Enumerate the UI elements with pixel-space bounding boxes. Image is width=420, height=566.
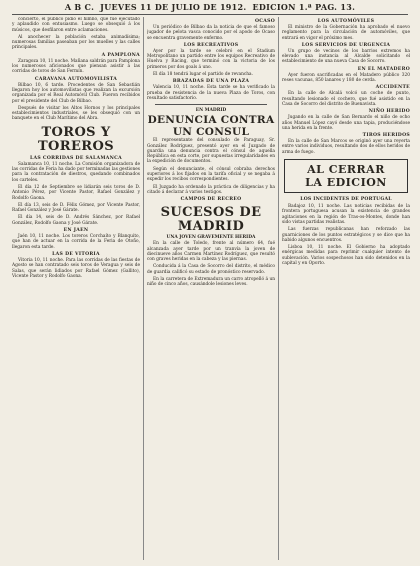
- paragraph: Conducida á la Casa de Socorro del distrito, el médico de guardia calificó su estado de pronóstico reservado.: [147, 264, 275, 275]
- paragraph: Badajoz 10, 11 noche. Las noticias recibidas de la frontera portuguesa acusan la existencia de grandes agitaciones en la región de Tras-os-Montes, donde han sido vistas partidas realistas.: [282, 204, 410, 225]
- section-heading: CARAVANA AUTOMOVILISTA: [34, 76, 118, 82]
- section-heading: CAMPOS DE RECREO: [180, 197, 242, 203]
- paragraph: Ayer por la tarde se celebró en el Stadium Metropolitano un partido entre los equipos Recreativo de Huelva y Racing, que terminó con la victoria de los primeros por dos goals á uno.: [147, 48, 275, 70]
- paragraph: El día 14, seis de D. Andrés Sánchez, por Rafael González, Rodolfo Gaona y José Gárate.: [12, 215, 140, 226]
- column-1: [12, 17, 140, 562]
- section-heading: BRAZADAS DE UNA PLAZA: [172, 79, 250, 85]
- article-headline: SUCESOS DE MADRID: [160, 205, 262, 235]
- section-heading: TIROS HERIDOS: [362, 133, 410, 139]
- section-heading: LAS CORRIDAS DE SALAMANCA: [30, 155, 122, 161]
- paragraph: Bilbao 10, 6 tarde. Procedentes de San Sebastián llegaron hoy los automovilistas que realizan la excursión organizada por el Real Automóvil Club. Fueron recibidos por el presidente del Club de Bilbao.: [12, 82, 140, 104]
- paragraph: Vitoria 10, 11 noche. Para las corridas de las fiestas de Agosto se han contratado seis toros de Veragua y seis de Salas, que serán lidiados por Rafael Gómez (Gallito), Vicente Pastor y Rodolfo Gaona.: [12, 257, 140, 279]
- column-2: [147, 17, 275, 562]
- paragraph: Zaragoza 10, 11 noche. Mañana saldrán para Pamplona los numerosos aficionados que piensan asistir á las corridas de toros de San Fermín.: [12, 58, 140, 75]
- paragraph: El ministro de la Gobernación ha aprobado el nuevo reglamento para la circulación de automóviles, que entrará en vigor el próximo mes.: [282, 25, 410, 41]
- paragraph: Al anochecer la población estaba animadísima; numerosas familias paseaban por los muelles y las calles principales.: [12, 34, 140, 51]
- page-header: [12, 2, 408, 15]
- paragraph: Un grupo de vecinos de los barrios extremos ha elevado una instancia al Alcalde solicitando el establecimiento de una nueva Casa de Socorro.: [282, 48, 410, 65]
- column-3: [282, 17, 410, 562]
- section-heading: LAS DE VITORIA: [52, 251, 100, 257]
- banner-line: AL CERRAR: [307, 163, 385, 177]
- section-heading: LOS AUTOMÓVILES: [317, 19, 375, 24]
- section-kicker: UNA JOVEN GRAVEMENTE HERIDA: [166, 235, 256, 241]
- article-headline: TOROS Y TOREROS: [37, 124, 115, 154]
- section-heading: EN EL MATADERO: [357, 66, 410, 72]
- paragraph: Salamanca 10, 11 noche. La Comisión organizadora de las corridas de Feria ha dado por terminadas las gestiones para la contratación de diestros, quedando combinados los carteles.: [12, 161, 140, 183]
- banner-line: LA EDICION: [305, 176, 387, 190]
- section-heading: LOS RECREATIVOS: [183, 42, 239, 48]
- article-headline: DENUNCIA CONTRA: [147, 114, 275, 127]
- paragraph: El día 18 tendrá lugar el partido de revancha.: [153, 72, 253, 78]
- paragraph: Ayer fueron sacrificadas en el Matadero público 320 reses vacunas, 850 lanares y 180 de cerda.: [282, 72, 410, 84]
- edition-page: EDICION 1.ª PAG. 13.: [252, 2, 356, 12]
- paragraph: Lisboa 10, 11 noche. El Gobierno ha adoptado enérgicas medidas para reprimir cualquier intento de sublevación. Varios sospechosos han sido detenidos en la capital y en Oporto.: [282, 245, 410, 267]
- paragraph: En la carretera de Extremadura un carro atropelló á un niño de cinco años, causándole lesiones leves.: [147, 277, 275, 288]
- paragraph: Valencia 10, 11 noche. Esta tarde se ha verificado la prueba de resistencia de la nueva Plaza de Toros, con resultado satisfactorio.: [147, 85, 275, 101]
- section-heading: NIÑO HERIDO: [368, 109, 410, 115]
- paragraph: En la calle de San Marcos se originó ayer una reyerta entre varios individuos, resultando dos de ellos heridos de arma de fuego.: [282, 139, 410, 155]
- paragraph: Las fuerzas republicanas han reforzado las guarniciones de los puntos estratégicos y se dice que ha habido algunos encuentros.: [282, 227, 410, 243]
- article-headline: UN CONSUL: [172, 126, 250, 139]
- section-heading: OCASO: [254, 19, 275, 24]
- section-heading: LOS INCIDENTES DE PORTUGAL: [300, 197, 392, 203]
- section-kicker: EN MADRID: [195, 108, 227, 114]
- column-rule: [143, 17, 144, 560]
- paragraph: concierto, el público pidió el himno, que fué ejecutado y aplaudido con entusiasmo. Luego se obsequió á los músicos, que desfilaron entre aclamaciones.: [12, 17, 140, 33]
- section-heading: ACCIDENTE: [375, 85, 410, 91]
- paragraph: El día 12 de Septiembre se lidiarán seis toros de D. Antonio Pérez, por Vicente Pastor, Rafael González y Rodolfo Gaona.: [12, 184, 140, 201]
- paragraph: Según el denunciante, el cónsul cobraba derechos superiores á los fijados en la tarifa oficial y se negaba á expedir los recibos correspondientes.: [147, 166, 275, 183]
- paragraph: El Juzgado ha ordenado la práctica de diligencias y ha citado á declarar á varios testigos.: [147, 184, 275, 195]
- paragraph: Jugando en la calle de San Bernardo el niño de ocho años Manuel López cayó desde una tapia, produciéndose una herida en la frente.: [282, 115, 410, 131]
- paragraph: En la calle de Alcalá volcó un coche de punto, resultando lesionado el cochero, que fué asistido en la Casa de Socorro del distrito de Buenavista.: [282, 91, 410, 107]
- paragraph: Un periódico de Bilbao da la noticia de que el famoso jugador de pelota vasca conocido por el apodo de Ocaso se encuentra gravemente enfermo.: [147, 25, 275, 41]
- section-heading: EN JAEN: [63, 228, 89, 234]
- issue-date: JUEVES 11 DE JULIO DE 1912.: [100, 2, 247, 12]
- paragraph: El día 13, seis de D. Félix Gómez, por Vicente Pastor, Rafael González y José Gárate.: [12, 202, 140, 214]
- paragraph: En la calle de Toledo, frente al número 64, fué alcanzada ayer tarde por un tranvía la joven de diecinueve años Carmen Martínez Rodríguez, que resultó con graves heridas en la cabeza y las piernas.: [147, 241, 275, 263]
- paragraph: Jaén 10, 11 noche. Los toreros Corchaíto y Blanquito, que han de actuar en la corrida de la Feria de Otoño, llegaron esta tarde.: [12, 234, 140, 250]
- late-news-banner: [284, 159, 408, 193]
- masthead: A B C.: [64, 2, 95, 12]
- column-rule: [278, 17, 279, 560]
- paragraph: El representante del consulado de Paraguay, Sr. González Rodríguez, presentó ayer en el Juzgado de guardia una denuncia contra el cónsul de aquella República en esta corte, por supuestas irregularidades en la expedición de documentos.: [147, 138, 275, 165]
- divider: [155, 104, 267, 105]
- section-heading: LOS SERVICIOS DE URGENCIA: [301, 42, 391, 48]
- paragraph: Después de visitar los Altos Hornos y los principales establecimientos industriales, se les obsequió con un banquete en el Club Marítimo del Abra.: [12, 105, 140, 122]
- section-heading: A PAMPLONA: [101, 52, 140, 58]
